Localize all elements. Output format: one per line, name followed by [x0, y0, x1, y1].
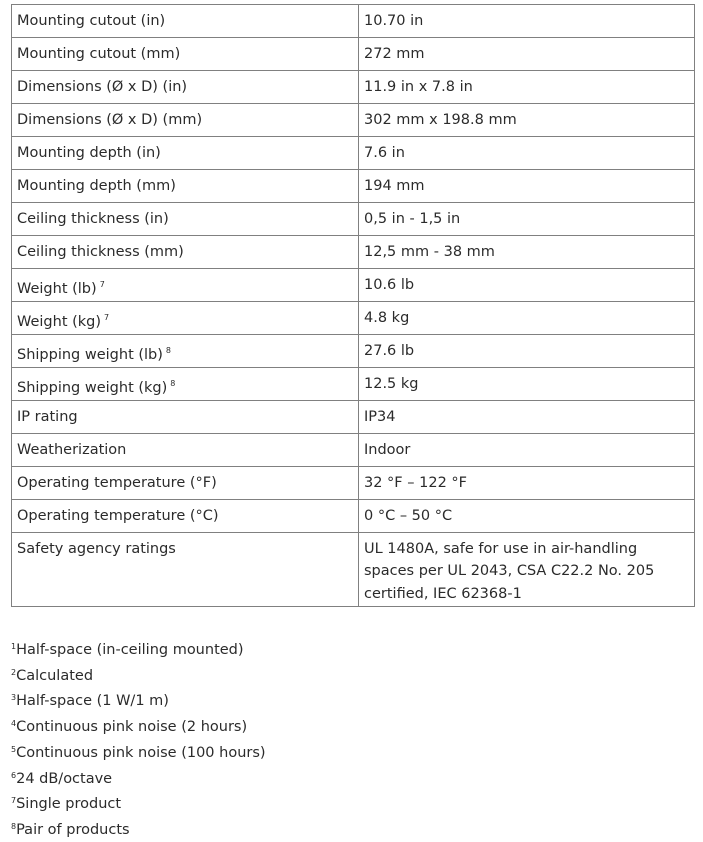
footnote-number: 3	[11, 693, 17, 703]
spec-row	[12, 500, 695, 533]
footnote-item	[11, 636, 266, 662]
footnote-number: 5	[11, 744, 17, 754]
spec-label-cell	[12, 401, 359, 434]
spec-value: 32 °F – 122 °F	[359, 467, 695, 500]
spec-value: 272 mm	[359, 38, 695, 71]
spec-label: Safety agency ratings	[17, 541, 176, 557]
spec-value: 4.8 kg	[359, 302, 695, 335]
spec-label: Weight (kg)	[17, 314, 102, 330]
spec-row	[12, 533, 695, 607]
spec-value: IP34	[359, 401, 695, 434]
spec-row	[12, 38, 695, 71]
footnote-text: Half-space (in-ceiling mounted)	[16, 642, 244, 658]
spec-label: Operating temperature (°C)	[17, 508, 219, 524]
spec-row	[12, 104, 695, 137]
spec-label: Weatherization	[17, 442, 127, 458]
spec-value: 194 mm	[359, 170, 695, 203]
spec-label: Mounting cutout (in)	[17, 13, 166, 29]
spec-label-cell	[12, 434, 359, 467]
spec-table-body	[12, 5, 695, 607]
footnote-item	[11, 687, 266, 713]
spec-value: Indoor	[359, 434, 695, 467]
footnote-text: Single product	[16, 796, 122, 813]
spec-label: Mounting depth (mm)	[17, 178, 176, 194]
spec-value: 0 °C – 50 °C	[359, 500, 695, 533]
spec-label: Operating temperature (°F)	[17, 475, 217, 491]
spec-row	[12, 137, 695, 170]
spec-value: 302 mm x 198.8 mm	[359, 104, 695, 137]
spec-value: UL 1480A, safe for use in air-handling spaces per UL 2043, CSA C22.2 No. 205 certified, IEC 62368-1	[359, 533, 695, 607]
spec-label: Mounting depth (in)	[17, 145, 161, 161]
spec-row	[12, 203, 695, 236]
spec-value: 10.70 in	[359, 5, 695, 38]
spec-row	[12, 302, 695, 335]
footnote-text: 24 dB/octave	[16, 770, 113, 787]
spec-label: Shipping weight (kg)	[17, 380, 168, 396]
footnote-item	[11, 662, 266, 688]
footnote-ref: 7	[104, 313, 110, 322]
spec-label-cell	[12, 467, 359, 500]
footnote-number: 6	[11, 770, 17, 780]
footnote-text: Pair of products	[16, 821, 130, 838]
spec-label-cell	[12, 5, 359, 38]
footnote-item	[11, 816, 266, 842]
spec-row	[12, 335, 695, 368]
spec-label: Ceiling thickness (in)	[17, 211, 169, 227]
footnote-text: Half-space (1 W/1 m)	[16, 693, 169, 710]
spec-label: Ceiling thickness (mm)	[17, 244, 184, 260]
spec-row	[12, 269, 695, 302]
footnote-text: Calculated	[16, 667, 94, 684]
spec-row	[12, 368, 695, 401]
footnote-ref: 7	[99, 280, 105, 289]
footnotes	[11, 636, 266, 842]
spec-label: Dimensions (Ø x D) (mm)	[17, 112, 203, 128]
spec-label: IP rating	[17, 409, 78, 425]
footnote-number: 1	[11, 642, 17, 651]
spec-label-cell	[12, 170, 359, 203]
spec-label: Dimensions (Ø x D) (in)	[17, 79, 188, 95]
spec-label-cell	[12, 335, 359, 368]
spec-value: 12.5 kg	[359, 368, 695, 401]
spec-label-cell	[12, 269, 359, 302]
footnote-text: Continuous pink noise (2 hours)	[16, 719, 248, 736]
spec-label-cell	[12, 203, 359, 236]
spec-row	[12, 467, 695, 500]
footnote-number: 8	[11, 821, 17, 831]
footnote-ref: 8	[165, 346, 171, 355]
spec-label-cell	[12, 38, 359, 71]
spec-row	[12, 71, 695, 104]
footnote-text: Continuous pink noise (100 hours)	[16, 744, 266, 761]
spec-table	[11, 4, 695, 607]
spec-label-cell	[12, 71, 359, 104]
spec-label: Mounting cutout (mm)	[17, 46, 181, 62]
spec-label-cell	[12, 533, 359, 607]
spec-row	[12, 170, 695, 203]
spec-label-cell	[12, 302, 359, 335]
footnote-number: 4	[11, 719, 17, 729]
spec-row	[12, 5, 695, 38]
spec-value: 11.9 in x 7.8 in	[359, 71, 695, 104]
footnote-ref: 8	[170, 379, 176, 388]
spec-label: Shipping weight (lb)	[17, 347, 163, 363]
footnote-item	[11, 739, 266, 765]
spec-value: 10.6 lb	[359, 269, 695, 302]
spec-label-cell	[12, 368, 359, 401]
spec-value: 27.6 lb	[359, 335, 695, 368]
spec-value: 7.6 in	[359, 137, 695, 170]
spec-label-cell	[12, 137, 359, 170]
footnote-number: 7	[11, 796, 17, 806]
spec-row	[12, 236, 695, 269]
spec-row	[12, 401, 695, 434]
spec-label-cell	[12, 104, 359, 137]
spec-value: 0,5 in - 1,5 in	[359, 203, 695, 236]
footnote-item	[11, 713, 266, 739]
footnote-item	[11, 765, 266, 791]
spec-label-cell	[12, 500, 359, 533]
footnote-item	[11, 790, 266, 816]
spec-label: Weight (lb)	[17, 281, 97, 297]
spec-value: 12,5 mm - 38 mm	[359, 236, 695, 269]
spec-label-cell	[12, 236, 359, 269]
footnote-number: 2	[11, 667, 17, 677]
spec-row	[12, 434, 695, 467]
